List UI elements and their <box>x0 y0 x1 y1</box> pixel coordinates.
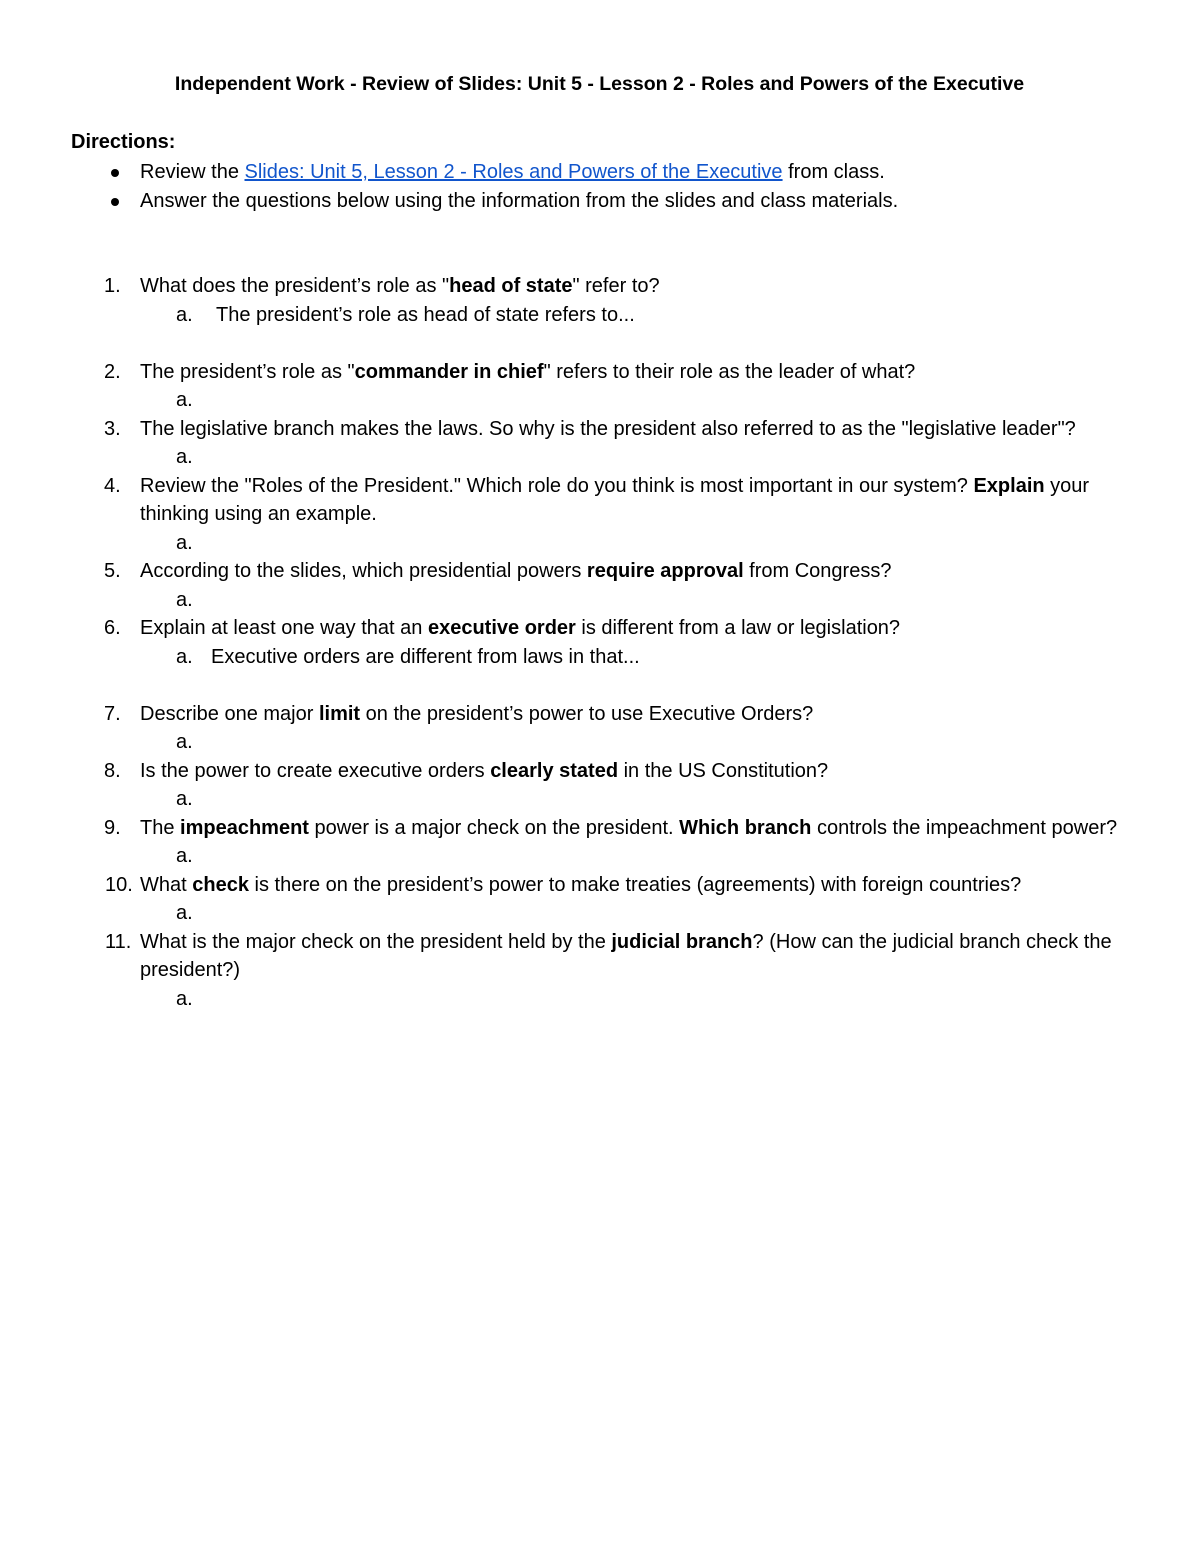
question-3 <box>71 415 1128 468</box>
question-text-part: What is the major check on the president held by the <box>140 930 612 953</box>
questions-list <box>71 272 1128 1010</box>
question-text-part: Explain at least one way that an <box>140 617 428 639</box>
question-text-part: on the president’s power to use Executive Orders? <box>360 702 814 725</box>
answer-label: a. <box>176 303 193 326</box>
question-4 <box>71 472 1128 554</box>
question-key-term: Which branch <box>679 816 812 839</box>
bullet-icon <box>111 198 119 206</box>
question-number: 6. <box>104 617 121 639</box>
question-text-part: Describe one major <box>140 702 319 725</box>
question-number: 2. <box>104 360 121 383</box>
question-text-part: controls the impeachment power? <box>811 816 1118 839</box>
directions-text: Review the <box>140 161 245 183</box>
question-text: The legislative branch makes the laws. So why is the president also referred to as the "legislative leader"? <box>140 417 1076 440</box>
question-text <box>140 871 1128 900</box>
question-text-part: is there on the president’s power to make treaties (agreements) with foreign countries? <box>248 873 1022 896</box>
question-number: 10. <box>105 873 133 896</box>
answer-label: a. <box>176 389 193 411</box>
directions-item-answer-questions <box>71 187 1128 216</box>
question-text-part: is different from a law or legislation? <box>575 617 901 639</box>
question-11 <box>71 928 1128 1010</box>
directions-text: from class. <box>782 161 885 183</box>
question-key-term: executive order <box>427 617 576 639</box>
question-key-term: require approval <box>586 560 744 582</box>
question-key-term: commander in chief <box>354 360 544 383</box>
question-text-part: " refers to their role as the leader of what? <box>543 360 916 383</box>
answer-label: a. <box>176 731 193 753</box>
question-text-part: in the US Constitution? <box>618 759 829 782</box>
question-text-part: " refer to? <box>572 275 660 297</box>
question-number: 3. <box>104 417 121 440</box>
answer-label: a. <box>176 446 193 468</box>
question-text <box>140 358 1128 387</box>
answer-line[interactable] <box>140 643 1128 672</box>
question-text <box>140 757 1128 786</box>
question-text-part: The <box>140 816 181 839</box>
question-text-part: What <box>140 873 193 896</box>
question-8 <box>71 757 1128 810</box>
answer-label: a. <box>176 902 193 924</box>
question-number: 9. <box>104 816 121 839</box>
directions-list <box>71 158 1128 215</box>
question-number: 11. <box>105 930 132 953</box>
answer-label: a. <box>176 987 193 1010</box>
question-text-part: The president’s role as " <box>140 360 355 383</box>
question-text-part: power is a major check on the president. <box>308 816 680 839</box>
question-text <box>140 272 1128 301</box>
question-9 <box>71 814 1128 867</box>
question-text <box>140 928 1128 985</box>
question-number: 8. <box>104 759 121 782</box>
question-6 <box>71 614 1128 671</box>
answer-label: a. <box>176 531 193 554</box>
directions-item-review-slides <box>71 158 1128 187</box>
question-key-term: clearly stated <box>490 759 619 782</box>
answer-label: a. <box>176 788 193 810</box>
question-text-part: Review the "Roles of the President." Which role do you think is most important in our system? <box>140 474 974 497</box>
question-2 <box>71 358 1128 411</box>
directions-heading: Directions: <box>71 131 176 153</box>
question-text-part: ? (How can the judicial branch check the president?) <box>140 930 1112 981</box>
question-text-part: Is the power to create executive orders <box>140 759 491 782</box>
slides-link[interactable]: Slides: Unit 5, Lesson 2 - Roles and Powers of the Executive <box>244 161 783 183</box>
question-text <box>140 814 1128 843</box>
answer-label: a. <box>176 845 193 867</box>
question-number: 7. <box>104 702 121 725</box>
question-text-part: According to the slides, which presidential powers <box>140 560 587 582</box>
question-number: 5. <box>104 560 121 582</box>
answer-text[interactable]: The president’s role as head of state refers to... <box>216 303 635 326</box>
answer-label: a. <box>176 588 193 611</box>
document-title: Independent Work - Review of Slides: Unit 5 - Lesson 2 - Roles and Powers of the Executive <box>174 73 1025 95</box>
question-key-term: limit <box>318 702 361 725</box>
question-text <box>140 472 1128 529</box>
question-key-term: check <box>192 873 249 896</box>
question-5 <box>71 557 1128 611</box>
question-key-term: head of state <box>449 275 573 297</box>
question-text-part: from Congress? <box>743 560 892 582</box>
question-number: 1. <box>104 275 121 297</box>
question-10 <box>71 871 1128 924</box>
answer-line[interactable] <box>140 301 1128 330</box>
question-key-term: Explain <box>973 474 1045 497</box>
question-key-term: impeachment <box>180 816 309 839</box>
answer-text[interactable]: Executive orders are different from laws in that... <box>211 645 640 668</box>
answer-label: a. <box>176 645 193 668</box>
bullet-icon <box>111 169 119 177</box>
question-1 <box>71 272 1128 329</box>
question-number: 4. <box>104 474 121 497</box>
directions-text: Answer the questions below using the information from the slides and class materials. <box>140 189 899 212</box>
question-key-term: judicial branch <box>611 930 753 953</box>
question-text-part: What does the president’s role as " <box>140 275 450 297</box>
question-7 <box>71 700 1128 753</box>
question-text <box>140 700 1128 729</box>
question-text <box>140 614 1128 643</box>
question-text-part: your thinking using an example. <box>140 474 1090 525</box>
question-text <box>140 557 1128 586</box>
